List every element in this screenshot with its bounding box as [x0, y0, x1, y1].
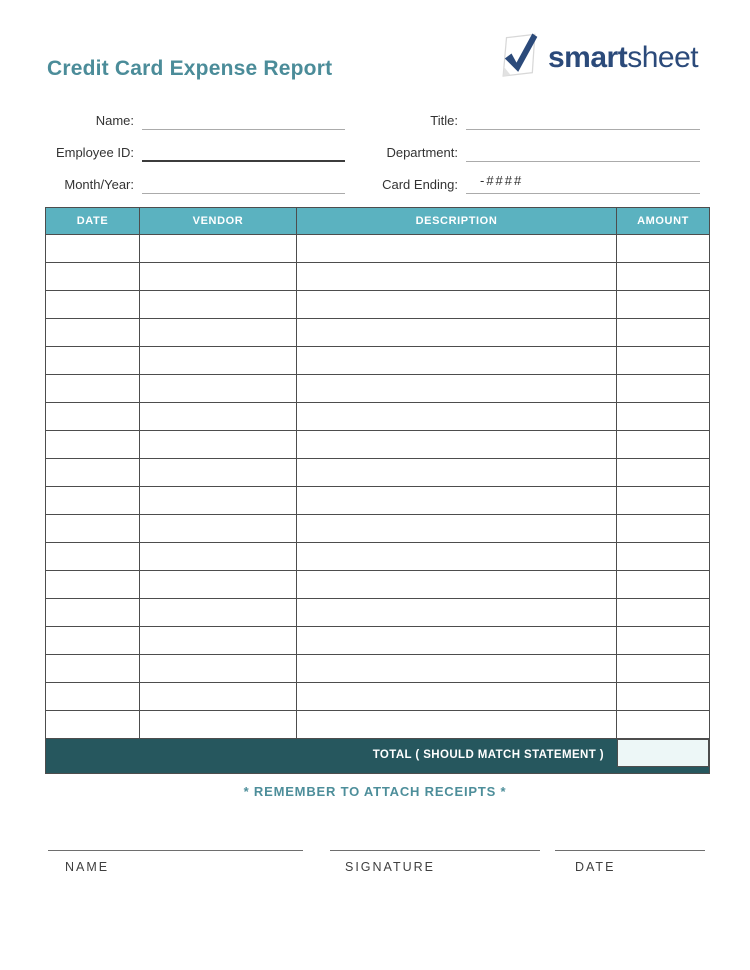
table-cell[interactable]	[140, 571, 297, 599]
table-cell[interactable]	[617, 711, 709, 739]
expense-table	[45, 207, 710, 774]
table-cell[interactable]	[140, 627, 297, 655]
table-cell[interactable]	[617, 487, 709, 515]
table-row	[46, 459, 709, 487]
table-cell[interactable]	[617, 459, 709, 487]
table-cell[interactable]	[297, 487, 617, 515]
name-field-input[interactable]	[142, 108, 345, 130]
card-ending-field-input[interactable]	[466, 172, 700, 194]
table-cell[interactable]	[297, 683, 617, 711]
column-header-vendor: VENDOR	[140, 208, 297, 235]
signature-label-name: NAME	[65, 860, 110, 874]
table-cell[interactable]	[46, 515, 140, 543]
table-cell[interactable]	[297, 291, 617, 319]
table-cell[interactable]	[46, 347, 140, 375]
table-cell[interactable]	[297, 599, 617, 627]
table-cell[interactable]	[46, 375, 140, 403]
table-cell[interactable]	[140, 263, 297, 291]
page-title: Credit Card Expense Report	[47, 57, 333, 80]
employee-id-field-label: Employee ID:	[55, 145, 134, 160]
table-cell[interactable]	[617, 347, 709, 375]
signature-label-signature: SIGNATURE	[345, 860, 435, 874]
card-ending-field	[368, 172, 700, 194]
table-body	[46, 235, 709, 739]
logo-text-smart: smart	[548, 41, 628, 74]
table-row	[46, 235, 709, 263]
department-field-input[interactable]	[466, 140, 700, 162]
table-cell[interactable]	[297, 459, 617, 487]
table-cell[interactable]	[617, 291, 709, 319]
table-cell[interactable]	[140, 291, 297, 319]
table-cell[interactable]	[46, 403, 140, 431]
table-cell[interactable]	[46, 627, 140, 655]
table-cell[interactable]	[617, 683, 709, 711]
table-cell[interactable]	[617, 571, 709, 599]
month-year-field-input[interactable]	[142, 172, 345, 194]
table-cell[interactable]	[617, 655, 709, 683]
table-cell[interactable]	[617, 375, 709, 403]
table-cell[interactable]	[140, 431, 297, 459]
table-cell[interactable]	[46, 599, 140, 627]
table-cell[interactable]	[140, 599, 297, 627]
table-cell[interactable]	[617, 263, 709, 291]
checkmark-icon	[494, 30, 544, 87]
table-cell[interactable]	[617, 403, 709, 431]
table-cell[interactable]	[46, 655, 140, 683]
table-row	[46, 655, 709, 683]
table-row	[46, 627, 709, 655]
table-row	[46, 599, 709, 627]
table-cell[interactable]	[140, 403, 297, 431]
table-cell[interactable]	[140, 515, 297, 543]
table-cell[interactable]	[140, 711, 297, 739]
table-row	[46, 571, 709, 599]
table-cell[interactable]	[617, 627, 709, 655]
signature-block-signature	[330, 850, 540, 874]
table-cell[interactable]	[140, 459, 297, 487]
table-cell[interactable]	[140, 319, 297, 347]
month-year-field-label: Month/Year:	[64, 177, 134, 192]
table-cell[interactable]	[46, 319, 140, 347]
card-ending-field-label: Card Ending:	[382, 177, 458, 192]
table-cell[interactable]	[46, 683, 140, 711]
table-header	[46, 208, 709, 235]
table-row	[46, 543, 709, 571]
table-row	[46, 319, 709, 347]
department-field	[368, 140, 700, 162]
table-cell[interactable]	[297, 711, 617, 739]
table-cell[interactable]	[46, 291, 140, 319]
table-cell[interactable]	[297, 655, 617, 683]
table-cell[interactable]	[140, 683, 297, 711]
name-field-label: Name:	[95, 113, 134, 128]
table-row	[46, 263, 709, 291]
title-field	[368, 108, 700, 130]
table-cell[interactable]	[46, 459, 140, 487]
table-row	[46, 291, 709, 319]
column-header-date: DATE	[46, 208, 140, 235]
table-cell[interactable]	[297, 375, 617, 403]
month-year-field	[45, 172, 345, 194]
table-row	[46, 403, 709, 431]
table-cell[interactable]	[297, 403, 617, 431]
table-cell[interactable]	[140, 487, 297, 515]
table-cell[interactable]	[46, 487, 140, 515]
table-cell[interactable]	[617, 235, 709, 263]
column-header-amount: AMOUNT	[617, 208, 709, 235]
table-cell[interactable]	[297, 515, 617, 543]
table-row	[46, 515, 709, 543]
table-cell[interactable]	[140, 655, 297, 683]
table-cell[interactable]	[617, 599, 709, 627]
department-field-label: Department:	[386, 145, 458, 160]
table-cell[interactable]	[46, 431, 140, 459]
table-row	[46, 487, 709, 515]
card-ending-value: -####	[480, 173, 524, 188]
table-cell[interactable]	[297, 263, 617, 291]
table-cell[interactable]	[140, 375, 297, 403]
title-field-input[interactable]	[466, 108, 700, 130]
employee-id-field-input[interactable]	[142, 140, 345, 162]
table-cell[interactable]	[46, 263, 140, 291]
smartsheet-logo	[494, 32, 698, 84]
signature-label-date: DATE	[575, 860, 616, 874]
table-cell[interactable]	[297, 319, 617, 347]
table-cell[interactable]	[46, 711, 140, 739]
table-cell[interactable]	[617, 543, 709, 571]
employee-id-field	[45, 140, 345, 162]
column-header-description: DESCRIPTION	[297, 208, 617, 235]
table-row	[46, 431, 709, 459]
table-cell[interactable]	[617, 431, 709, 459]
table-cell[interactable]	[140, 543, 297, 571]
signature-block-date	[555, 850, 705, 874]
table-cell[interactable]	[297, 347, 617, 375]
name-field	[45, 108, 345, 130]
table-cell[interactable]	[617, 319, 709, 347]
table-row	[46, 711, 709, 739]
table-cell[interactable]	[46, 571, 140, 599]
table-row	[46, 347, 709, 375]
reminder-note: * REMEMBER TO ATTACH RECEIPTS *	[243, 784, 507, 799]
table-cell[interactable]	[617, 515, 709, 543]
logo-wordmark	[548, 41, 698, 75]
table-cell[interactable]	[297, 235, 617, 263]
table-cell[interactable]	[46, 235, 140, 263]
signature-block-name	[48, 850, 303, 874]
logo-text-sheet: sheet	[627, 41, 699, 74]
table-cell[interactable]	[297, 571, 617, 599]
table-cell[interactable]	[46, 543, 140, 571]
title-field-label: Title:	[430, 113, 458, 128]
table-cell[interactable]	[297, 543, 617, 571]
table-cell[interactable]	[297, 627, 617, 655]
table-cell[interactable]	[140, 235, 297, 263]
table-cell[interactable]	[297, 431, 617, 459]
total-amount-cell[interactable]	[617, 739, 709, 767]
total-label: TOTAL ( SHOULD MATCH STATEMENT )	[372, 749, 604, 761]
table-cell[interactable]	[140, 347, 297, 375]
total-row	[46, 739, 709, 773]
table-row	[46, 375, 709, 403]
table-row	[46, 683, 709, 711]
